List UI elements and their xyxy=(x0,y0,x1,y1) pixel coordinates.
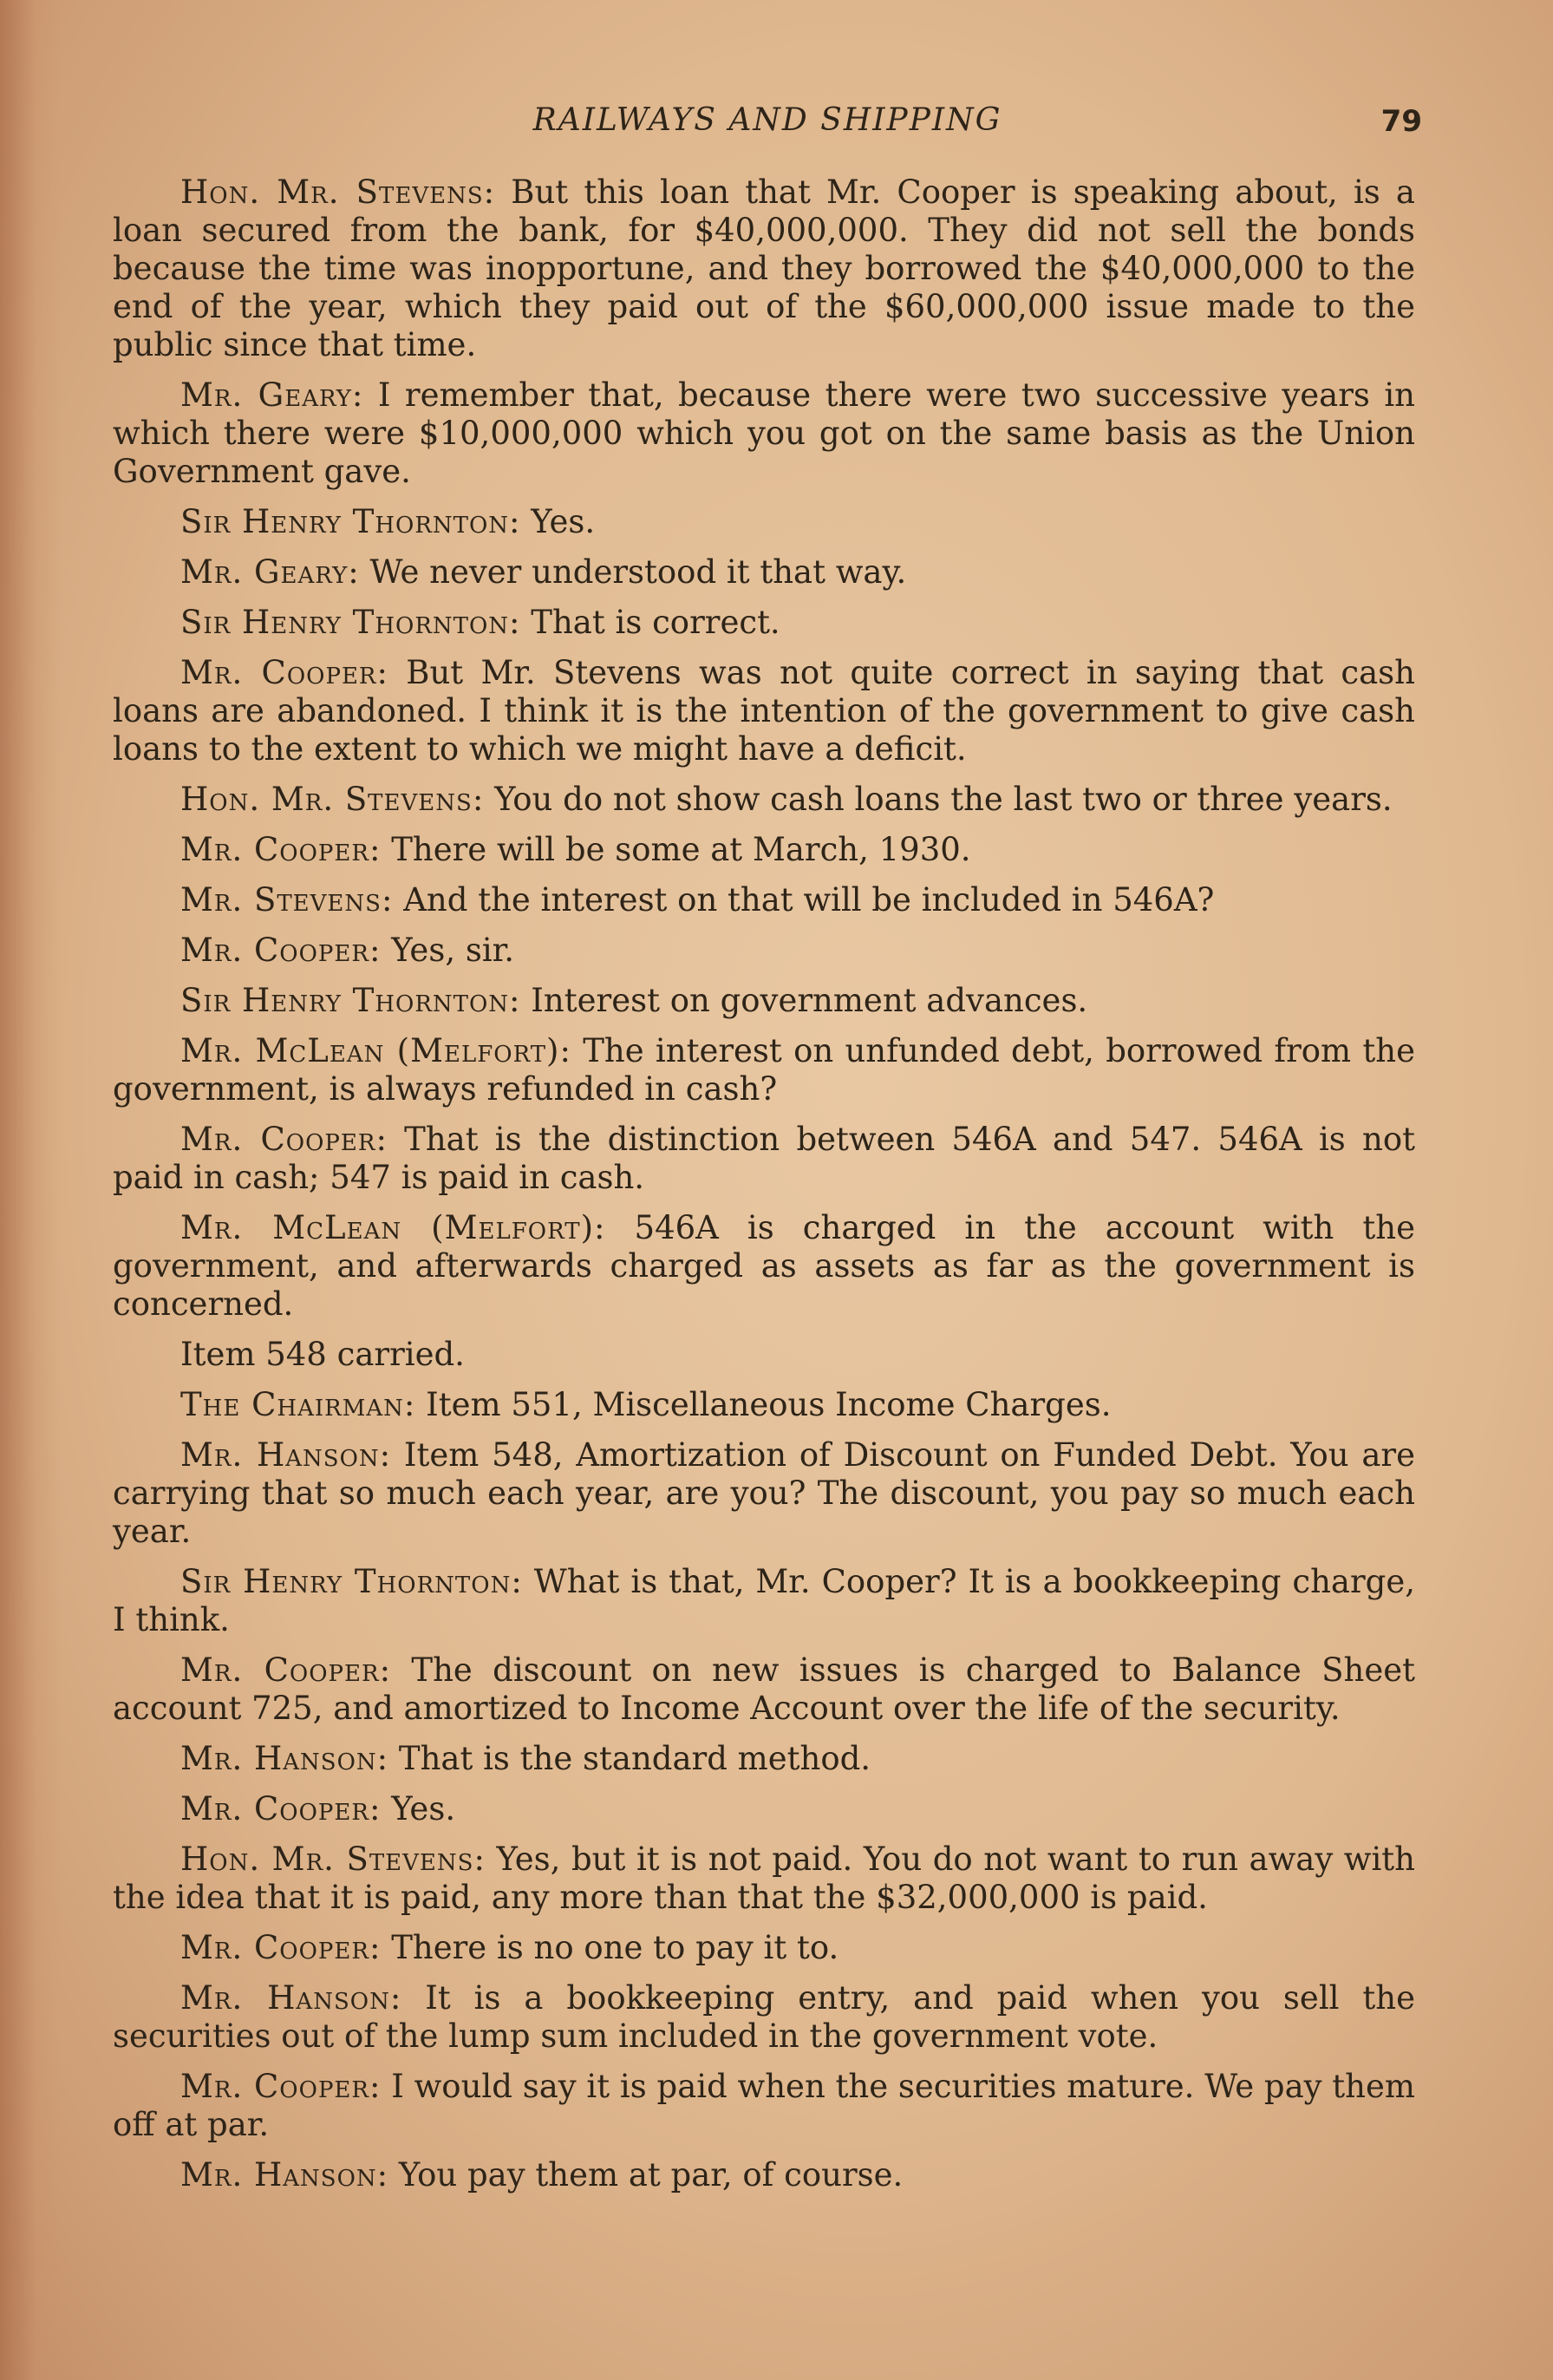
speech-text: You do not show cash loans the last two or three years. xyxy=(494,781,1393,818)
transcript-paragraph xyxy=(113,553,1415,592)
speech-text: That is the distinction between 546A and 547. 546A is not paid in cash; 547 is paid in cash. xyxy=(113,1121,1415,1196)
speaker-name: Mr. Stevens: xyxy=(180,881,394,919)
speaker-name: Mr. Hanson: xyxy=(180,1436,392,1474)
speaker-name: Hon. Mr. Stevens: xyxy=(180,1841,486,1878)
speech-text: It is a bookkeeping entry, and paid when you sell the securities out of the lump sum included in the government vote. xyxy=(113,1979,1416,2055)
speech-text: 546A is charged in the account with the government, and afterwards charged as assets as far as the government is concerned. xyxy=(113,1209,1415,1323)
speaker-name: Sir Henry Thornton: xyxy=(180,604,521,641)
speech-text: Yes. xyxy=(531,503,596,540)
speech-text: Yes, sir. xyxy=(391,932,515,969)
speech-text: Item 548 carried. xyxy=(180,1336,465,1373)
transcript-paragraph xyxy=(113,1563,1415,1639)
speaker-name: Mr. Geary: xyxy=(180,553,360,591)
speaker-name: Mr. Cooper: xyxy=(180,1790,382,1828)
transcript-paragraph xyxy=(113,1032,1415,1108)
transcript-paragraph xyxy=(113,932,1415,970)
speech-text: That is correct. xyxy=(531,604,780,641)
speaker-name: Mr. Cooper: xyxy=(180,932,382,969)
transcript-paragraph xyxy=(113,2068,1415,2144)
speech-text: But this loan that Mr. Cooper is speaking about, is a loan secured from the bank, for $40,000,000. They did not sell the bonds because the time was inopportune, and they borrowed the $40,000,000 to the end of the year, which they paid out of the $60,000,000 issue made to the public since that time. xyxy=(113,173,1415,363)
speech-text: That is the standard method. xyxy=(398,1740,871,1777)
speech-text: But Mr. Stevens was not quite correct in saying that cash loans are abandoned. I think it is the intention of the government to give cash loans to the extent to which we might have a deficit. xyxy=(113,654,1415,768)
transcript-paragraph xyxy=(113,1386,1415,1424)
speaker-name: Sir Henry Thornton: xyxy=(180,1563,523,1600)
transcript-paragraph xyxy=(113,1979,1415,2056)
page-number: 79 xyxy=(1380,104,1422,139)
transcript-paragraph xyxy=(113,376,1415,491)
page-edge-shadow xyxy=(0,0,61,2380)
speech-text: We never understood it that way. xyxy=(369,553,907,591)
speaker-name: Mr. Cooper: xyxy=(180,2068,382,2105)
transcript-paragraph xyxy=(113,2156,1415,2194)
transcript-paragraph xyxy=(113,173,1415,364)
transcript-paragraph xyxy=(113,654,1415,768)
page-header xyxy=(113,102,1422,146)
speech-text: I would say it is paid when the securities mature. We pay them off at par. xyxy=(113,2068,1415,2143)
transcript-paragraph xyxy=(113,1436,1415,1551)
speaker-name: Mr. McLean (Melfort): xyxy=(180,1209,606,1246)
speech-text: You pay them at par, of course. xyxy=(398,2156,904,2194)
transcript-paragraph xyxy=(113,881,1415,919)
speech-text: The discount on new issues is charged to Balance Sheet account 725, and amortized to Income Account over the life of the security. xyxy=(113,1651,1415,1727)
speech-text: I remember that, because there were two successive years in which there were $10,000,000 which you got on the same basis as the Union Government gave. xyxy=(113,376,1415,490)
speaker-name: Sir Henry Thornton: xyxy=(180,982,521,1019)
speaker-name: Hon. Mr. Stevens: xyxy=(180,173,496,211)
speaker-name: The Chairman: xyxy=(180,1386,416,1423)
speaker-name: Sir Henry Thornton: xyxy=(180,503,521,540)
speech-text: Item 548, Amortization of Discount on Funded Debt. You are carrying that so much each year, are you? The discount, you pay so much each year. xyxy=(113,1436,1415,1550)
speaker-name: Mr. Hanson: xyxy=(180,2156,389,2194)
transcript-paragraph xyxy=(113,982,1415,1020)
speaker-name: Mr. Geary: xyxy=(180,376,364,414)
speaker-name: Hon. Mr. Stevens: xyxy=(180,781,485,818)
speech-text: There is no one to pay it to. xyxy=(391,1929,839,1966)
speaker-name: Mr. Cooper: xyxy=(180,1651,392,1689)
transcript-paragraph xyxy=(113,1790,1415,1828)
transcript-paragraph xyxy=(113,1121,1415,1197)
speech-text: The interest on unfunded debt, borrowed from the government, is always refunded in cash? xyxy=(113,1032,1415,1108)
speech-text: There will be some at March, 1930. xyxy=(391,831,971,868)
speaker-name: Mr. McLean (Melfort): xyxy=(180,1032,571,1069)
speech-text: Interest on government advances. xyxy=(531,982,1088,1019)
speaker-name: Mr. Hanson: xyxy=(180,1740,389,1777)
speech-text: Yes, but it is not paid. You do not want to run away with the idea that it is paid, any more than that the $32,000,000 is paid. xyxy=(113,1841,1416,1916)
transcript-body xyxy=(113,173,1415,2207)
speech-text: Item 551, Miscellaneous Income Charges. xyxy=(426,1386,1112,1423)
transcript-paragraph xyxy=(113,1740,1415,1778)
speaker-name: Mr. Cooper: xyxy=(180,831,382,868)
transcript-paragraph xyxy=(113,1209,1415,1324)
transcript-paragraph xyxy=(113,604,1415,642)
transcript-paragraph xyxy=(113,1336,1415,1374)
speaker-name: Mr. Cooper: xyxy=(180,1121,388,1158)
transcript-paragraph xyxy=(113,1651,1415,1728)
speaker-name: Mr. Hanson: xyxy=(180,1979,402,2017)
transcript-paragraph xyxy=(113,1841,1415,1917)
transcript-paragraph xyxy=(113,1929,1415,1967)
running-title: RAILWAYS AND SHIPPING xyxy=(532,102,1002,138)
speech-text: And the interest on that will be included in 546A? xyxy=(403,881,1215,919)
speaker-name: Mr. Cooper: xyxy=(180,654,388,691)
transcript-paragraph xyxy=(113,831,1415,869)
speaker-name: Mr. Cooper: xyxy=(180,1929,382,1966)
transcript-paragraph xyxy=(113,503,1415,541)
speech-text: Yes. xyxy=(391,1790,456,1828)
transcript-paragraph xyxy=(113,781,1415,819)
speech-text: What is that, Mr. Cooper? It is a bookkeeping charge, I think. xyxy=(113,1563,1415,1638)
